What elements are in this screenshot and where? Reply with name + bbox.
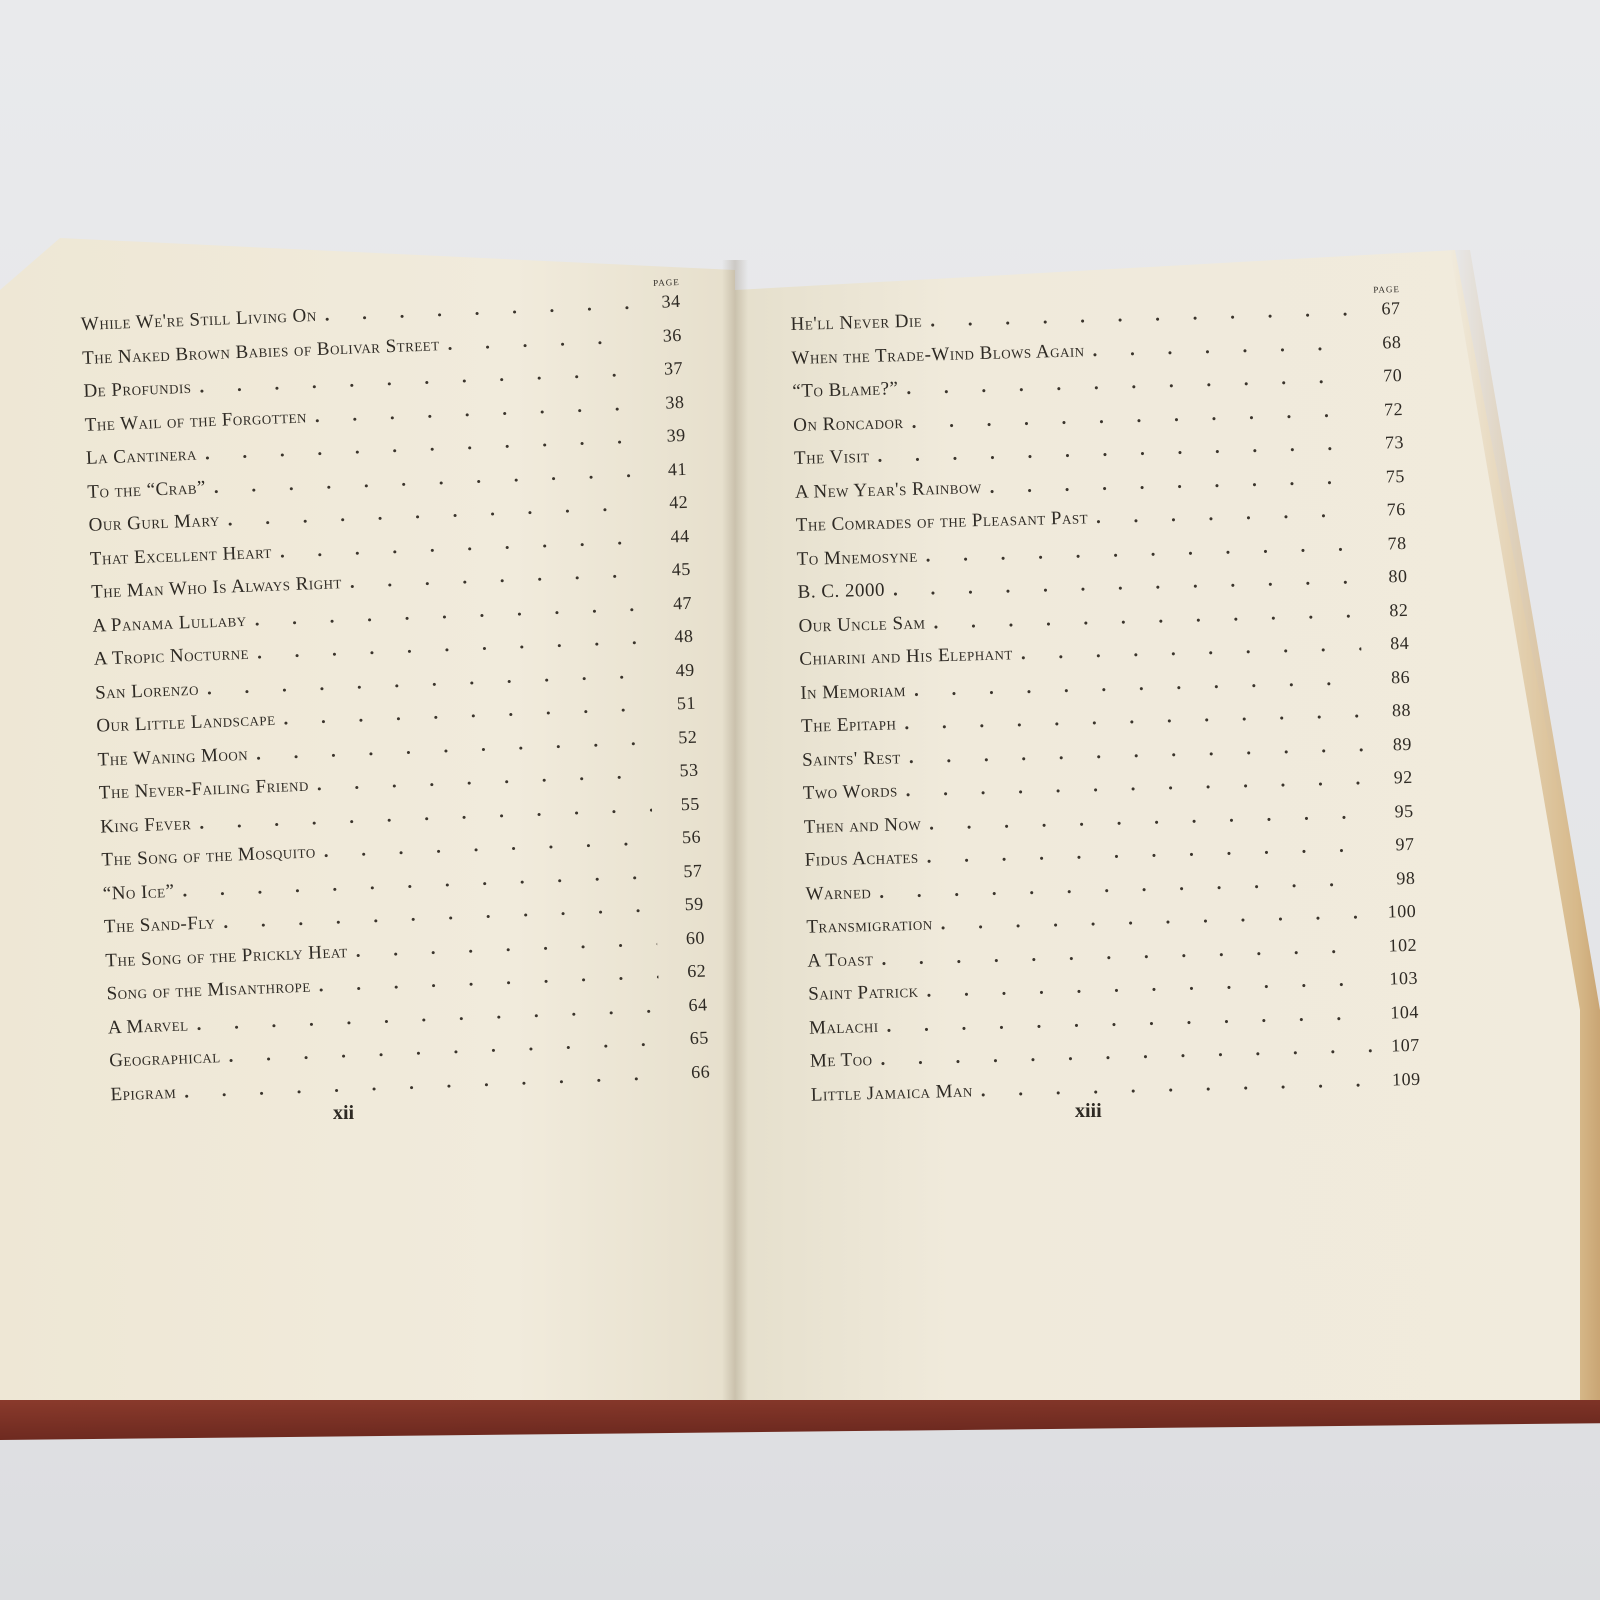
entry-page-number: 80 <box>1388 565 1408 587</box>
entry-title: The Man Who Is Always Right <box>90 572 343 603</box>
entry-title: Our Gurl Mary <box>88 509 221 536</box>
book-gutter <box>722 260 748 1400</box>
entry-title: The Song of the Mosquito <box>101 841 317 871</box>
entry-title: San Lorenzo <box>94 678 200 704</box>
entry-title: Warned <box>805 881 872 905</box>
entry-title: That Excellent Heart <box>89 541 273 570</box>
entry-title: The Never-Failing Friend <box>98 774 310 804</box>
entry-title: In Memoriam <box>800 679 907 704</box>
entry-title: He'll Never Die <box>790 310 923 335</box>
entry-page-number: 34 <box>661 290 681 312</box>
entry-title: Chiarini and His Elephant <box>799 643 1014 670</box>
entry-title: De Profundis <box>83 376 192 402</box>
entry-page-number: 88 <box>1391 699 1412 721</box>
entry-page-number: 84 <box>1389 632 1410 654</box>
entry-title: La Cantinera <box>85 443 198 469</box>
page-column-label: PAGE <box>1373 284 1401 295</box>
entry-page-number: 47 <box>672 592 693 613</box>
entry-page-number: 51 <box>676 692 697 714</box>
entry-title: B. C. 2000 <box>797 579 886 603</box>
entry-page-number: 55 <box>680 793 701 814</box>
entry-title: King Fever <box>99 812 192 838</box>
entry-title: Me Too <box>809 1049 873 1072</box>
entry-title: A Toast <box>807 948 874 972</box>
entry-page-number: 38 <box>664 391 685 413</box>
entry-page-number: 104 <box>1390 1001 1420 1023</box>
entry-title: The Visit <box>793 445 870 469</box>
entry-page-number: 41 <box>667 458 688 480</box>
entry-title: Saints' Rest <box>801 746 902 771</box>
entry-title: The Comrades of the Pleasant Past <box>795 507 1089 536</box>
entry-title: Then and Now <box>803 813 922 838</box>
entry-title: Our Little Landscape <box>95 708 276 737</box>
entry-title: A Panama Lullaby <box>92 609 247 637</box>
entry-page-number: 67 <box>1381 298 1401 319</box>
left-contents-list <box>80 277 711 1117</box>
entry-page-number: 70 <box>1382 365 1403 386</box>
entry-title: When the Trade-Wind Blows Again <box>791 339 1085 369</box>
entry-page-number: 75 <box>1385 465 1406 486</box>
entry-page-number: 97 <box>1395 833 1415 855</box>
entry-title: The Waning Moon <box>97 743 249 771</box>
entry-title: On Roncador <box>792 411 904 436</box>
entry-page-number: 62 <box>686 960 707 982</box>
entry-page-number: 52 <box>677 726 698 747</box>
entry-page-number: 95 <box>1394 800 1414 821</box>
entry-page-number: 76 <box>1386 498 1406 520</box>
entry-page-number: 64 <box>688 993 708 1015</box>
entry-title: The Sand-Fly <box>103 912 216 938</box>
entry-title: To Mnemosyne <box>796 545 918 570</box>
entry-title: Two Words <box>802 780 898 804</box>
entry-page-number: 53 <box>679 759 699 781</box>
entry-page-number: 89 <box>1392 733 1413 754</box>
entry-title: “No Ice” <box>102 880 175 905</box>
entry-title: Epigram <box>110 1081 177 1105</box>
entry-page-number: 102 <box>1388 934 1418 956</box>
entry-title: “To Blame?” <box>792 378 899 402</box>
entry-page-number: 82 <box>1389 599 1409 620</box>
entry-page-number: 65 <box>689 1027 710 1049</box>
entry-title: Saint Patrick <box>807 980 919 1005</box>
entry-title: Malachi <box>808 1015 879 1039</box>
entry-page-number: 39 <box>666 424 687 446</box>
entry-title: A New Year's Rainbow <box>794 476 982 503</box>
entry-page-number: 98 <box>1396 867 1416 888</box>
entry-title: The Wail of the Forgotten <box>84 405 308 436</box>
entry-page-number: 86 <box>1390 666 1411 687</box>
entry-page-number: 73 <box>1384 431 1405 453</box>
entry-title: Song of the Misanthrope <box>106 975 312 1005</box>
entry-title: A Marvel <box>107 1013 189 1038</box>
entry-title: Geographical <box>108 1046 222 1072</box>
entry-page-number: 49 <box>675 659 696 680</box>
entry-page-number: 92 <box>1393 766 1413 788</box>
entry-page-number: 66 <box>690 1060 711 1082</box>
entry-title: To the “Crab” <box>86 476 207 503</box>
page-column-label: PAGE <box>652 276 680 288</box>
entry-title: The Song of the Prickly Heat <box>104 940 349 972</box>
entry-page-number: 36 <box>662 324 683 346</box>
entry-page-number: 60 <box>685 926 706 948</box>
entry-page-number: 45 <box>671 558 692 580</box>
entry-page-number: 78 <box>1387 532 1407 553</box>
right-folio: xiii <box>1075 1100 1102 1122</box>
entry-page-number: 56 <box>681 826 702 848</box>
entry-page-number: 44 <box>670 525 690 546</box>
entry-title: While We're Still Living On <box>80 304 318 335</box>
left-folio: xii <box>333 1102 355 1124</box>
entry-page-number: 48 <box>673 625 694 647</box>
entry-title: The Epitaph <box>800 713 897 737</box>
entry-page-number: 109 <box>1391 1068 1421 1090</box>
entry-title: Fidus Achates <box>804 846 919 871</box>
entry-page-number: 72 <box>1383 398 1404 419</box>
entry-page-number: 100 <box>1387 900 1417 922</box>
entry-title: A Tropic Nocturne <box>93 642 250 670</box>
entry-title: Transmigration <box>806 913 933 938</box>
entry-title: The Naked Brown Babies of Bolivar Street <box>81 333 440 369</box>
entry-title: Our Uncle Sam <box>798 612 926 637</box>
entry-title: Little Jamaica Man <box>810 1079 974 1106</box>
entry-page-number: 107 <box>1390 1034 1420 1056</box>
entry-page-number: 42 <box>668 491 689 513</box>
entry-page-number: 59 <box>684 893 705 915</box>
entry-page-number: 37 <box>663 357 684 379</box>
entry-page-number: 103 <box>1389 967 1419 989</box>
entry-page-number: 68 <box>1382 331 1402 353</box>
entry-page-number: 57 <box>682 860 703 881</box>
right-contents-list <box>790 284 1421 1118</box>
